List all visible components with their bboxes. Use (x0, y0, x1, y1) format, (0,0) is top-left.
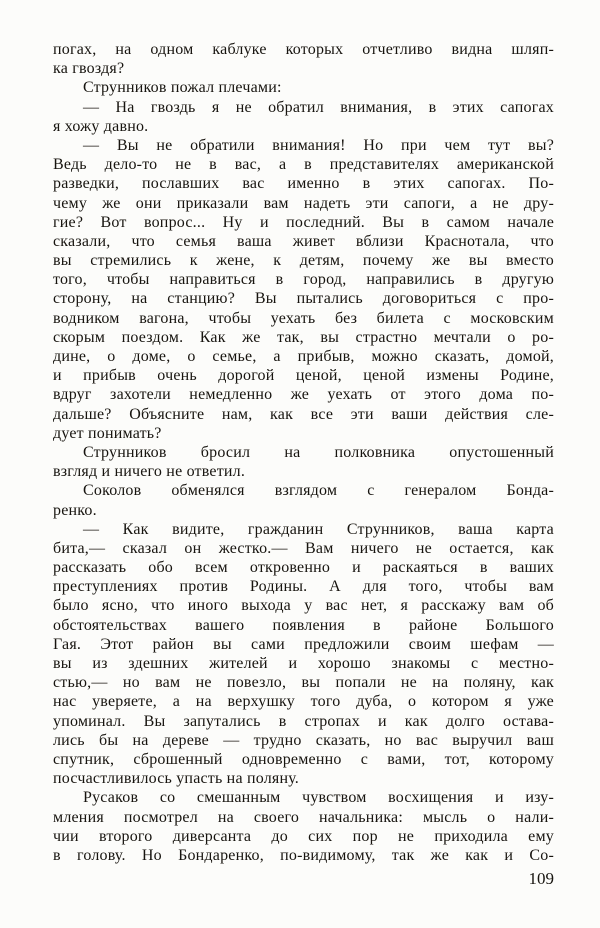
text-line: спутник, сброшенный одновременно с вами, тот, которому (53, 750, 554, 768)
text-line: мления посмотрел на своего начальника: мысль о нали- (53, 808, 554, 826)
paragraph (53, 40, 554, 78)
paragraph (53, 78, 554, 97)
page-number: 109 (528, 869, 554, 888)
paragraph (53, 136, 554, 443)
text-line: чему же они приказали вам надеть эти сапоги, а не дру- (53, 194, 554, 212)
paragraph (53, 788, 554, 865)
text-line: нас уверяете, а на верхушку того дуба, о котором я уже (53, 693, 554, 711)
text-line: — Вы не обратили внимания! Но при чем тут вы? (83, 136, 554, 154)
text-line: было ясно, что иного выхода у вас нет, я расскажу вам об (53, 597, 554, 615)
text-line: дальше? Объясните нам, как все эти ваши действия сле- (53, 405, 554, 423)
text-line: стью,— но вам не повезло, вы попали не на поляну, как (53, 674, 554, 692)
text-line: я хожу давно. (53, 117, 149, 135)
paragraph (53, 98, 554, 136)
text-line: вы стремились к жене, к детям, почему же вы вместо (53, 252, 554, 270)
text-line: Соколов обменялся взглядом с генералом Бонда- (83, 482, 554, 500)
text-line: разведки, пославших вас именно в этих сапогах. По- (53, 175, 554, 193)
text-line: лись бы на дереве — трудно сказать, но вас выручил ваш (53, 731, 554, 749)
text-line: Ведь дело-то не в вас, а в представителях американской (53, 156, 554, 174)
paragraph (53, 443, 554, 481)
text-line: ка гвоздя? (53, 60, 125, 78)
text-line: — На гвоздь я не обратил внимания, в этих сапогах (83, 98, 554, 116)
text-line: бита,— сказал он жестко.— Вам ничего не остается, как (53, 539, 554, 557)
text-line: того, чтобы направиться в город, направились в другую (53, 271, 554, 289)
text-line: сторону, на станцию? Вы пытались договориться с про- (53, 290, 554, 308)
text-line: рассказать обо всем откровенно и раскаяться в ваших (53, 559, 554, 577)
text-line: сказали, что семья ваша живет вблизи Краснотала, что (53, 232, 554, 250)
text-line: вдруг захотели немедленно же уехать от этого дома по- (53, 386, 554, 404)
text-line: Русаков со смешанным чувством восхищения и изу- (83, 789, 554, 807)
text-line: обстоятельствах вашего появления в районе Большого (53, 616, 554, 634)
text-line: погах, на одном каблуке которых отчетливо видна шляп- (53, 41, 554, 58)
text-line: Струнников бросил на полковника опустошенный (83, 443, 554, 461)
text-line: Струнников пожал плечами: (83, 79, 282, 97)
paragraph (53, 520, 554, 789)
text-line: преступлениях против Родины. А для того, чтобы вам (53, 578, 554, 596)
text-line: водником вагона, чтобы уехать без билета с московским (53, 309, 554, 327)
text-line: Гая. Этот район вы сами предложили своим шефам — (53, 635, 554, 653)
text-line: скорым поездом. Как же так, вы страстно мечтали о ро- (53, 328, 554, 346)
text-line: взгляд и ничего не ответил. (53, 463, 246, 481)
text-line: посчастливилось упасть на поляну. (53, 770, 300, 788)
paragraph (53, 481, 554, 519)
text-line: в голову. Но Бондаренко, по-видимому, так же как и Со- (53, 846, 554, 864)
text-line: вы из здешних жителей и хорошо знакомы с местно- (53, 655, 554, 672)
text-line: ренко. (53, 501, 97, 519)
text-line: — Как видите, гражданин Струнников, ваша карта (83, 520, 554, 538)
text-line: и прибыв очень дорогой ценой, ценой измены Родине, (53, 367, 554, 385)
page-text (53, 40, 554, 865)
text-line: дует понимать? (53, 424, 162, 442)
text-line: чии второго диверсанта до сих пор не приходила ему (53, 827, 554, 845)
text-line: дине, о доме, о семье, а прибыв, можно сказать, домой, (53, 348, 554, 365)
text-line: упоминал. Вы запутались в стропах и как долго остава- (53, 712, 554, 730)
text-line: гие? Вот вопрос... Ну и последний. Вы в самом начале (53, 213, 554, 231)
